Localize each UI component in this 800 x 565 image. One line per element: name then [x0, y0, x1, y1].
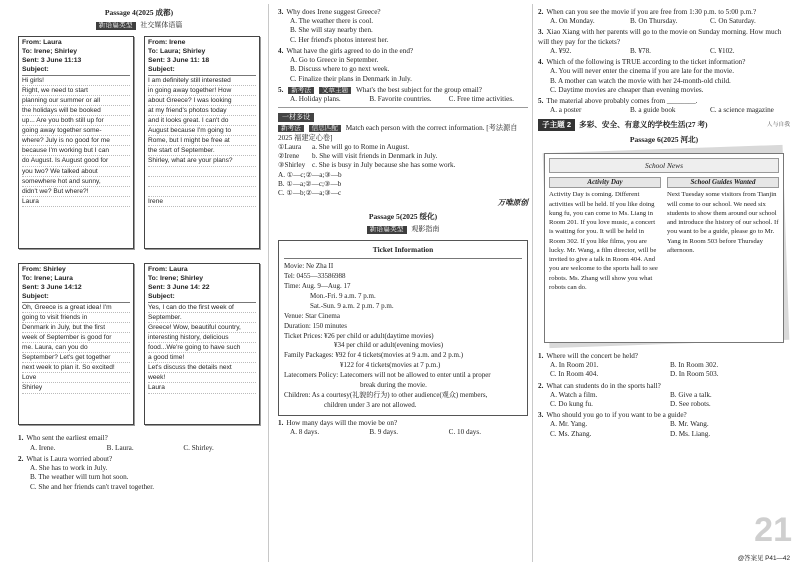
answer-option: B. In Room 302. — [670, 361, 719, 370]
email-line: somewhere hot and sunny, — [22, 177, 130, 187]
answer-option: A. On Monday. — [550, 17, 595, 26]
match-row — [278, 143, 528, 152]
subtopic-label: 子主题 2 — [538, 119, 575, 131]
email-line: because I'm working but I can — [22, 146, 130, 156]
question-number: 2. — [538, 381, 544, 390]
question-line — [538, 97, 790, 106]
answer-option: A. You will never enter the cinema if you are late for the movie. — [550, 67, 735, 76]
questions-passage-4 — [18, 434, 260, 491]
answer-option: A. Watch a film. — [550, 390, 598, 399]
email-line: Let's discuss the details next — [148, 363, 256, 373]
question-number: 2. — [538, 8, 544, 16]
email-line: Rome, but I might be free at — [148, 136, 256, 146]
genre-line — [278, 225, 528, 235]
question — [538, 28, 790, 56]
answer-option: B. Laura. — [106, 443, 134, 452]
news-left-heading: Activity Day — [549, 177, 661, 188]
email-body — [148, 303, 256, 394]
answer-option: C. Finalize their plans in Denmark in July. — [290, 74, 412, 83]
answer-option: C. Free time activities. — [448, 95, 514, 104]
answer-option: C. Her friend's photos interest her. — [290, 35, 389, 44]
answer-option: C. Do kung fu. — [550, 399, 593, 408]
email-subject: Subject: — [22, 65, 49, 73]
email-sent: Sent: 3 June 14:12 — [22, 284, 82, 292]
email-header — [22, 266, 130, 302]
answer-option: D. See robots. — [670, 399, 711, 408]
match-options — [278, 171, 528, 199]
email-line: going to visit friends in — [22, 313, 130, 323]
answer-option: A. ¥92. — [550, 46, 572, 55]
latecomers-policy-cont: break during the movie. — [360, 381, 427, 390]
email-from: From: Laura — [22, 39, 62, 47]
answer-option: B. On Thursday. — [630, 17, 678, 26]
answer-options — [538, 47, 790, 56]
match-row — [278, 152, 528, 161]
ticket-movie: Movie: Ne Zha II — [284, 261, 334, 270]
answer-option: A. Holiday plans. — [290, 95, 341, 104]
match-person: ②Irene — [278, 152, 300, 161]
question — [538, 97, 790, 115]
question — [538, 8, 790, 26]
passage-4-title: Passage 4(2025 成都) — [104, 8, 174, 17]
question-text: Where will the concert be held? — [546, 351, 638, 360]
school-news — [538, 149, 790, 349]
email-from: From: Shirley — [22, 266, 66, 274]
children-policy-cont: children under 3 are not allowed. — [324, 401, 417, 410]
question — [278, 8, 528, 45]
answer-option: C. a science magazine — [710, 106, 774, 115]
answer-option: C. ¥102. — [710, 46, 735, 55]
answer-option: C. 10 days. — [448, 428, 481, 437]
question-number: 2. — [18, 454, 24, 463]
new-method-tag: 新考法 — [288, 87, 314, 94]
answer-reference: @答案见 P41—42 — [737, 554, 790, 562]
email-line: Right, we need to start — [22, 86, 130, 96]
family-package-day: Family Packages: ¥92 for 4 tickets(movies at 9 a.m. and 2 p.m.) — [284, 351, 464, 360]
match-option: B. ①—a;②—c;③—b — [278, 179, 342, 188]
genre-label: 观影指南 — [411, 224, 440, 233]
answer-option: B. 9 days. — [369, 428, 399, 437]
question-line — [278, 8, 528, 17]
answer-option: B. ¥78. — [630, 46, 651, 55]
genre-line — [18, 21, 260, 31]
subtopic-theme: 人与自我 — [766, 121, 790, 128]
question-text: Who sent the earliest email? — [26, 434, 108, 443]
answer-options — [538, 370, 790, 379]
email-to: To: Irene; Laura — [22, 275, 73, 283]
email-line: about Greece? I was looking — [148, 96, 256, 106]
email-line: September. — [148, 313, 256, 323]
answer-option: B. Favorite countries. — [369, 95, 432, 104]
email-header — [148, 266, 256, 302]
answer-option: B. Discuss where to go next week. — [290, 65, 390, 74]
email-from: From: Irene — [148, 39, 186, 47]
email-line: the holidays will be booked — [22, 106, 130, 116]
passage-5-title: Passage 5(2025 绥化) — [368, 212, 438, 222]
question-number: 1. — [18, 434, 24, 443]
question-text: What have the girls agreed to do in the end? — [286, 46, 414, 55]
match-option: C. ①—b;②—a;③—c — [278, 189, 342, 198]
match-fact: b. She will visit friends in Denmark in July. — [312, 152, 438, 161]
answer-options — [538, 361, 790, 370]
question-line — [278, 47, 528, 56]
answer-options — [278, 95, 528, 104]
passage-6-title: Passage 6(2025 河北) — [629, 135, 699, 145]
question-line — [18, 455, 260, 464]
email-grid — [18, 36, 260, 432]
question — [538, 58, 790, 95]
question-text: What's the best subject for the group email? — [355, 85, 482, 94]
family-package-evening: ¥122 for 4 tickets(movies at 7 p.m.) — [340, 361, 441, 370]
answer-option: A. Go to Greece in September. — [290, 56, 379, 65]
email-line: Greece! Wow, beautiful country, — [148, 323, 256, 333]
latecomers-policy: Latecomers Policy: Latecomers will not be allowed to enter until a proper — [284, 371, 491, 380]
answer-option: A. a poster — [550, 106, 582, 115]
question-text: Xiao Xiang with her parents will go to the movie on Sunday morning. How much will they pay for the tickets? — [538, 28, 782, 46]
answer-option: B. A mother can watch the movie with her 24-month-old child. — [550, 76, 731, 85]
email-card — [18, 36, 134, 249]
ticket-price-evening: ¥34 per child or adult(evening movies) — [334, 341, 444, 350]
email-body — [22, 303, 130, 394]
email-subject: Subject: — [148, 65, 175, 73]
email-header — [148, 39, 256, 75]
answer-option: C. Ms. Zhang. — [550, 429, 592, 438]
question-text: When can you see the movie if you are free from 1:30 p.m. to 5:00 p.m.? — [546, 8, 757, 16]
email-line: September? Let's get together — [22, 353, 130, 363]
email-line: up... Are you both still up for — [22, 116, 130, 126]
news-right-heading: School Guides Wanted — [667, 177, 779, 188]
email-line — [148, 167, 256, 177]
email-line — [148, 177, 256, 187]
column-divider — [268, 4, 269, 562]
subtopic-count: (27 考) — [685, 120, 708, 130]
question-line — [538, 58, 790, 67]
email-line: food...We're going to have such — [148, 343, 256, 353]
question-line — [538, 382, 790, 391]
email-to: To: Laura; Shirley — [148, 48, 206, 56]
question-p5-1 — [278, 419, 528, 437]
question-number: 3. — [278, 8, 284, 16]
email-line: Shirley, what are your plans? — [148, 156, 256, 166]
newspaper — [544, 153, 784, 343]
question-text: How many days will the movie be on? — [286, 419, 398, 428]
answer-option: A. 8 days. — [290, 428, 320, 437]
email-sent: Sent: 3 June 14: 22 — [148, 284, 210, 292]
answer-option: C. Daytime movies are cheaper than evening movies. — [550, 85, 704, 94]
email-line: Shirley — [22, 383, 130, 393]
news-title: School News — [549, 158, 779, 173]
email-card — [18, 263, 134, 425]
answer-option: B. Give a talk. — [670, 390, 712, 399]
questions-passage-5 — [538, 8, 790, 115]
questions-passage-6 — [538, 352, 790, 439]
column-divider — [532, 4, 533, 562]
email-line: a good time! — [148, 353, 256, 363]
match-row — [278, 161, 528, 170]
news-left-article — [549, 177, 661, 292]
email-line: and it looks great. I can't do — [148, 116, 256, 126]
match-person: ③Shirley — [278, 161, 306, 170]
question-line — [538, 352, 790, 361]
children-policy: Children: As a courtesy(礼貌的行为) to other audience(观众) members, — [284, 391, 488, 400]
news-left-text: Activity Day is coming. Different activities will be held. If you like doing kung fu, you can come to Ms. Liang in Room 201. If you love music, a concert is waiting for you. It will be held in Room 302. If you like films, you are lucky. Mr. Wang, a film director, will be invited to give a talk in Room 404. And you are welcome to the sports hall to see robots. Ms. Zhang will show you what robots can do. — [549, 191, 658, 291]
answer-options — [538, 106, 790, 115]
ticket-duration: Duration: 150 minutes — [284, 321, 347, 330]
email-header — [22, 39, 130, 75]
ticket-weekday-times: Mon.-Fri. 9 a.m. 7 p.m. — [310, 291, 376, 300]
match-label: 一材多设 — [278, 113, 314, 122]
email-subject: Subject: — [22, 292, 49, 300]
question-text: What is Laura worried about? — [26, 454, 113, 463]
email-line: Laura — [22, 197, 130, 207]
email-line: where? July is no good for me — [22, 136, 130, 146]
email-line — [148, 187, 256, 197]
email-line: Love — [22, 373, 130, 383]
match-option: A. ①—c;②—a;③—b — [278, 170, 342, 179]
ticket-time: Time: Aug. 9—Aug. 17 — [284, 281, 351, 290]
question — [18, 434, 260, 452]
subtopic-title — [575, 120, 767, 130]
email-line: Irene — [148, 197, 256, 207]
question-number: 3. — [538, 28, 544, 37]
match-section — [278, 107, 528, 208]
ticket-weekend-times: Sat.-Sun. 9 a.m. 2 p.m. 7 p.m. — [310, 301, 394, 310]
email-line: Laura — [148, 383, 256, 393]
question-number: 4. — [538, 58, 544, 67]
email-line: going away together some- — [22, 126, 130, 136]
email-line: Denmark in July, but the first — [22, 323, 130, 333]
question-line — [538, 8, 790, 17]
answer-option: C. In Room 404. — [550, 370, 599, 379]
column-right — [538, 6, 790, 439]
question-5 — [278, 86, 528, 105]
ticket-title: Ticket Information — [284, 245, 522, 259]
match-instruction: Match each person with the correct information. [考法源自 2025 福建定心卷] — [278, 124, 518, 142]
answer-option: D. In Room 503. — [670, 370, 719, 379]
question-number: 5. — [278, 85, 284, 94]
email-line: planning our summer or all — [22, 96, 130, 106]
answer-option: B. She will stay nearby then. — [290, 26, 373, 35]
news-right-article — [667, 177, 779, 292]
email-subject: Subject: — [148, 292, 175, 300]
question-text: Why does Irene suggest Greece? — [286, 8, 381, 16]
answer-options — [538, 391, 790, 400]
email-card — [144, 263, 260, 425]
genre-label: 社交媒体语篇 — [140, 20, 183, 29]
email-line: week! — [148, 373, 256, 383]
email-body — [148, 76, 256, 207]
question-number: 1. — [538, 351, 544, 360]
answer-options — [18, 444, 260, 453]
question — [538, 411, 790, 439]
email-line: week of September is good for — [22, 333, 130, 343]
answer-option: A. Irene. — [30, 443, 56, 452]
genre-tag: 新语篇类型 — [367, 226, 407, 235]
email-to: To: Irene; Shirley — [22, 48, 78, 56]
email-line: Hi girls! — [22, 76, 130, 86]
subtopic-title-text: 多彩、安全、有意义的学校生活 — [579, 120, 686, 130]
answer-option: C. She and her friends can't travel together. — [30, 482, 155, 491]
email-line: I am definitely still interested — [148, 76, 256, 86]
question-line — [18, 434, 260, 443]
email-sent: Sent: 3 June 11: 18 — [148, 57, 210, 65]
email-line: interesting history, delicious — [148, 333, 256, 343]
match-tag: 信息匹配 — [309, 125, 341, 132]
email-line: at my friend's photos today — [148, 106, 256, 116]
email-line: Oh, Greece is a great idea! I'm — [22, 303, 130, 313]
email-line: Yes, I can do the first week of — [148, 303, 256, 313]
email-line: August because I'm going to — [148, 126, 256, 136]
page-big-number: 21 — [754, 511, 792, 550]
brand-mark: 万唯原创 — [497, 198, 528, 208]
answer-options — [538, 430, 790, 439]
answer-option: B. The weather will turn hot soon. — [30, 473, 129, 482]
ticket-tel: Tel: 0455—33586988 — [284, 271, 346, 280]
question — [538, 352, 790, 380]
topic-tag: 文章主题 — [319, 87, 351, 94]
new-method-tag: 新考法 — [278, 125, 304, 132]
question-line — [538, 411, 790, 420]
answer-option: C. Shirley. — [183, 443, 214, 452]
email-line: next week to plan it. So excited! — [22, 363, 130, 373]
answer-option: A. Mr. Yang. — [550, 420, 588, 429]
email-line: in going away together! How — [148, 86, 256, 96]
answer-option: C. On Saturday. — [710, 17, 756, 26]
column-left — [18, 6, 260, 492]
question — [278, 47, 528, 84]
email-body — [22, 76, 130, 207]
match-fact: c. She is busy in July because she has some work. — [312, 161, 456, 170]
question — [18, 455, 260, 492]
answer-option: A. The weather there is cool. — [290, 17, 374, 26]
news-right-text: Next Tuesday some visitors from Tianjin will come to our school. We need six students to show them around our school and introduce the history of our school. If you want to be a guide, please go to Mr. Yang in Room 503 before Thursday afternoon. — [667, 191, 779, 254]
answer-option: B. a guide book — [630, 106, 676, 115]
answer-options — [278, 428, 528, 437]
email-card — [144, 36, 260, 249]
answer-option: D. Ms. Liang. — [670, 429, 711, 438]
questions-3-4 — [278, 8, 528, 84]
answer-option: A. She has to work in July. — [30, 464, 108, 473]
question-number: 3. — [538, 411, 544, 420]
answer-options — [538, 400, 790, 409]
column-middle — [278, 6, 528, 437]
ticket-venue: Venue: Star Cinema — [284, 311, 340, 320]
answer-options — [538, 17, 790, 26]
question-line — [538, 28, 790, 46]
question-text: Which of the following is TRUE according to the ticket information? — [546, 58, 746, 67]
answer-option: B. Mr. Wang. — [670, 420, 709, 429]
answer-options — [538, 420, 790, 429]
email-to: To: Irene; Shirley — [148, 275, 204, 283]
question-number: 4. — [278, 46, 284, 55]
answer-option: A. In Room 201. — [550, 361, 599, 370]
ticket-info-box — [278, 240, 528, 416]
question-number: 5. — [538, 96, 544, 105]
subtopic-banner — [538, 119, 790, 131]
question-text: The material above probably comes from ________. — [546, 96, 698, 105]
email-line: me. Laura, can you do — [22, 343, 130, 353]
match-rows — [278, 143, 528, 171]
email-line: you two? We talked about — [22, 167, 130, 177]
email-line: the start of September. — [148, 146, 256, 156]
question-text: Who should you go to if you want to be a guide? — [546, 411, 687, 420]
email-line: do August. Is August good for — [22, 156, 130, 166]
email-from: From: Laura — [148, 266, 188, 274]
ticket-price-day: Ticket Prices: ¥26 per child or adult(daytime movies) — [284, 331, 434, 340]
email-line: didn't we? But where?! — [22, 187, 130, 197]
email-sent: Sent: 3 June 11:13 — [22, 57, 82, 65]
match-fact: a. She will go to Rome in August. — [312, 143, 410, 152]
question-number: 1. — [278, 419, 284, 428]
question — [538, 382, 790, 410]
genre-tag: 新语篇类型 — [96, 22, 136, 31]
question-text: What can students do in the sports hall? — [546, 381, 661, 390]
match-person: ①Laura — [278, 143, 302, 152]
